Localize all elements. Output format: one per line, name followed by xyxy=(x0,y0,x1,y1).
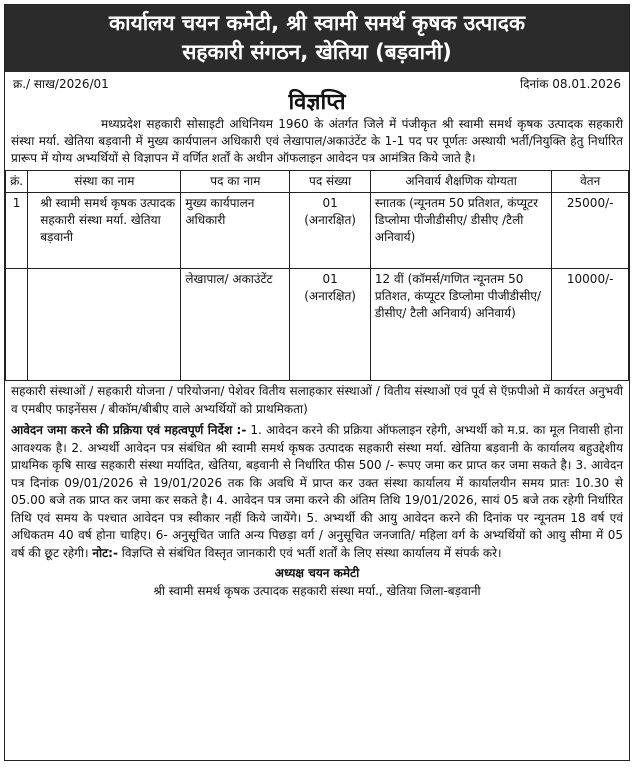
row1-reserve: (अनारक्षित) xyxy=(304,213,356,227)
row2-post: लेखापाल/ अकाउंटेंट xyxy=(181,269,290,381)
process-heading: आवेदन जमा करने की प्रक्रिया एवं महत्वपूर्ण निर्देश :- xyxy=(11,423,247,437)
header-post: पद का नाम xyxy=(181,171,290,193)
row2-org xyxy=(28,269,181,381)
row2-salary: 10000/- xyxy=(552,269,629,381)
header-count: पद संख्या xyxy=(290,171,371,193)
process-text: 1. आवेदन करने की प्रक्रिया ऑफलाइन रहेगी, अभ्यर्थी को म.प्र. का मूल निवासी होना आवश्यक है। 2. अभ्यर्थी आवेदन पत्र संबंधित श्री स्वामी समर्थ कृषक उत्पादक सहकारी संस्था मर्या. खेतिया बड़वानी के कार्यालय बहुउद्देशीय प्राथमिक कृषि साख सहकारी संस्था मर्यादित, खेतिया, बड़वानी से निर्धारित फीस 500 /- रूपए जमा कर प्राप्त कर जमा सकते है। 3. आवेदन पत्र दिनांक 09/01/2026 से 19/01/2026 तक कि अवधि में प्राप्त कर उक्त संस्था कार्यालय में कार्यालयीन समय प्रातः 10.30 से 05.00 बजे तक प्राप्त कर जमा कर सकते है। 4. आवेदन पत्र जमा करने की अंतिम तिथि 19/01/2026, सायं 05 बजे तक रहेगी निर्धारित तिथि एवं समय के पश्चात आवेदन पत्र स्वीकार नहीं किये जायेंगे। 5. अभ्यर्थी की आयु आवेदन करने की दिनांक पर न्यूनतम 18 वर्ष एवं अधिकतम 40 वर्ष होना चाहिए। 6- अनुसूचित जाति अन्य पिछड़ा वर्ग / अनुसूचित जनजाति/ महिला वर्ग के अभ्यर्थियों को आयु सीमा में 05 वर्ष की छूट रहेगी। xyxy=(11,423,624,560)
signature-title: अध्यक्ष चयन कमेटी xyxy=(274,566,360,580)
row2-count-cell xyxy=(290,269,371,381)
note-text: विज्ञप्ति से संबंधित विस्तृत जानकारी एवं भर्ती शर्तों के लिए संस्था कार्यालय में संपर्क करे। xyxy=(117,545,502,560)
reference-row xyxy=(5,72,629,92)
header-banner xyxy=(5,5,629,72)
notice-title: विज्ञप्ति xyxy=(288,90,346,115)
row2-sno xyxy=(6,269,28,381)
intro-paragraph: मध्यप्रदेश सहकारी सोसाइटी अधिनियम 1960 के अंतर्गत जिले में पंजीकृत श्री स्वामी समर्थ कृषक उत्पादक सहकारी संस्था मर्या. खेतिया बड़वानी में मुख्य कार्यपालन अधिकारी एवं लेखापाल/अकाउंटेंट के 1-1 पद पर पूर्णतः अस्थायी भर्ती/नियुक्ति हेतु निर्धारित प्रारूप में योग्य अभ्यर्थियों से विज्ञापन में वर्णित शर्तों के अधीन ऑफलाइन आवेदन पत्र आमंत्रित किये जाते है। xyxy=(11,117,623,165)
row1-salary: 25000/- xyxy=(552,193,629,269)
table-row xyxy=(6,193,629,269)
row1-qual: स्नातक (न्यूनतम 50 प्रतिशत, कंप्यूटर डिप्लोमा पीजीडीसीए/ डीसीए /टैली अनिवार्य) xyxy=(370,193,551,269)
reference-date: दिनांक 08.01.2026 xyxy=(520,77,621,91)
header-qual: अनिवार्य शैक्षणिक योग्यता xyxy=(370,171,551,193)
header-line-1: कार्यालय चयन कमेटी, श्री स्वामी समर्थ कृषक उत्पादक xyxy=(109,11,525,35)
row2-count: 01 xyxy=(322,272,338,286)
row1-count: 01 xyxy=(322,196,338,210)
header-salary: वेतन xyxy=(552,171,629,193)
header-sno: क्रं. xyxy=(6,171,28,193)
signature-block xyxy=(5,564,629,600)
row1-org: श्री स्वामी समर्थ कृषक उत्पादक सहकारी संस्था मर्या. खेतिया बड़वानी xyxy=(28,193,181,269)
posts-table xyxy=(5,170,629,381)
row1-sno: 1 xyxy=(6,193,28,269)
process-instructions xyxy=(5,420,629,564)
header-line-2: सहकारी संगठन, खेतिया (बड़वानी) xyxy=(182,40,452,64)
row1-post: मुख्य कार्यपालन अधिकारी xyxy=(181,193,290,269)
row2-reserve: (अनारक्षित) xyxy=(304,289,356,303)
row1-count-cell xyxy=(290,193,371,269)
row2-qual: 12 वीं (कॉमर्स/गणित न्यूनतम 50 प्रतिशत, कंप्यूटर डिप्लोमा पीजीडीसीए/ डीसीए/ टैली अनिवार्य) अनिवार्य) xyxy=(370,269,551,381)
preference-text: सहकारी संस्थाओं / सहकारी योजना / परियोजना/ पेशेवर वितीय सलाहकार संस्थाओं / वितीय संस्थाओं एवं पूर्व से ऍफ़पीओ में कार्यरत अनुभवी व एमबीए फाइनेंसस / बीकॉम/बीबीए वाले अभ्यर्थियों को प्राथमिकता) xyxy=(11,384,623,416)
table-header-row xyxy=(6,171,629,193)
table-row xyxy=(6,269,629,381)
note-label: नोट:- xyxy=(92,545,118,560)
signature-org: श्री स्वामी समर्थ कृषक उत्पादक सहकारी संस्था मर्या., खेतिया जिला-बड़वानी xyxy=(153,584,481,598)
notice-page xyxy=(4,4,630,761)
reference-number: क्र./ साख/2026/01 xyxy=(13,77,109,91)
header-org: संस्था का नाम xyxy=(28,171,181,193)
